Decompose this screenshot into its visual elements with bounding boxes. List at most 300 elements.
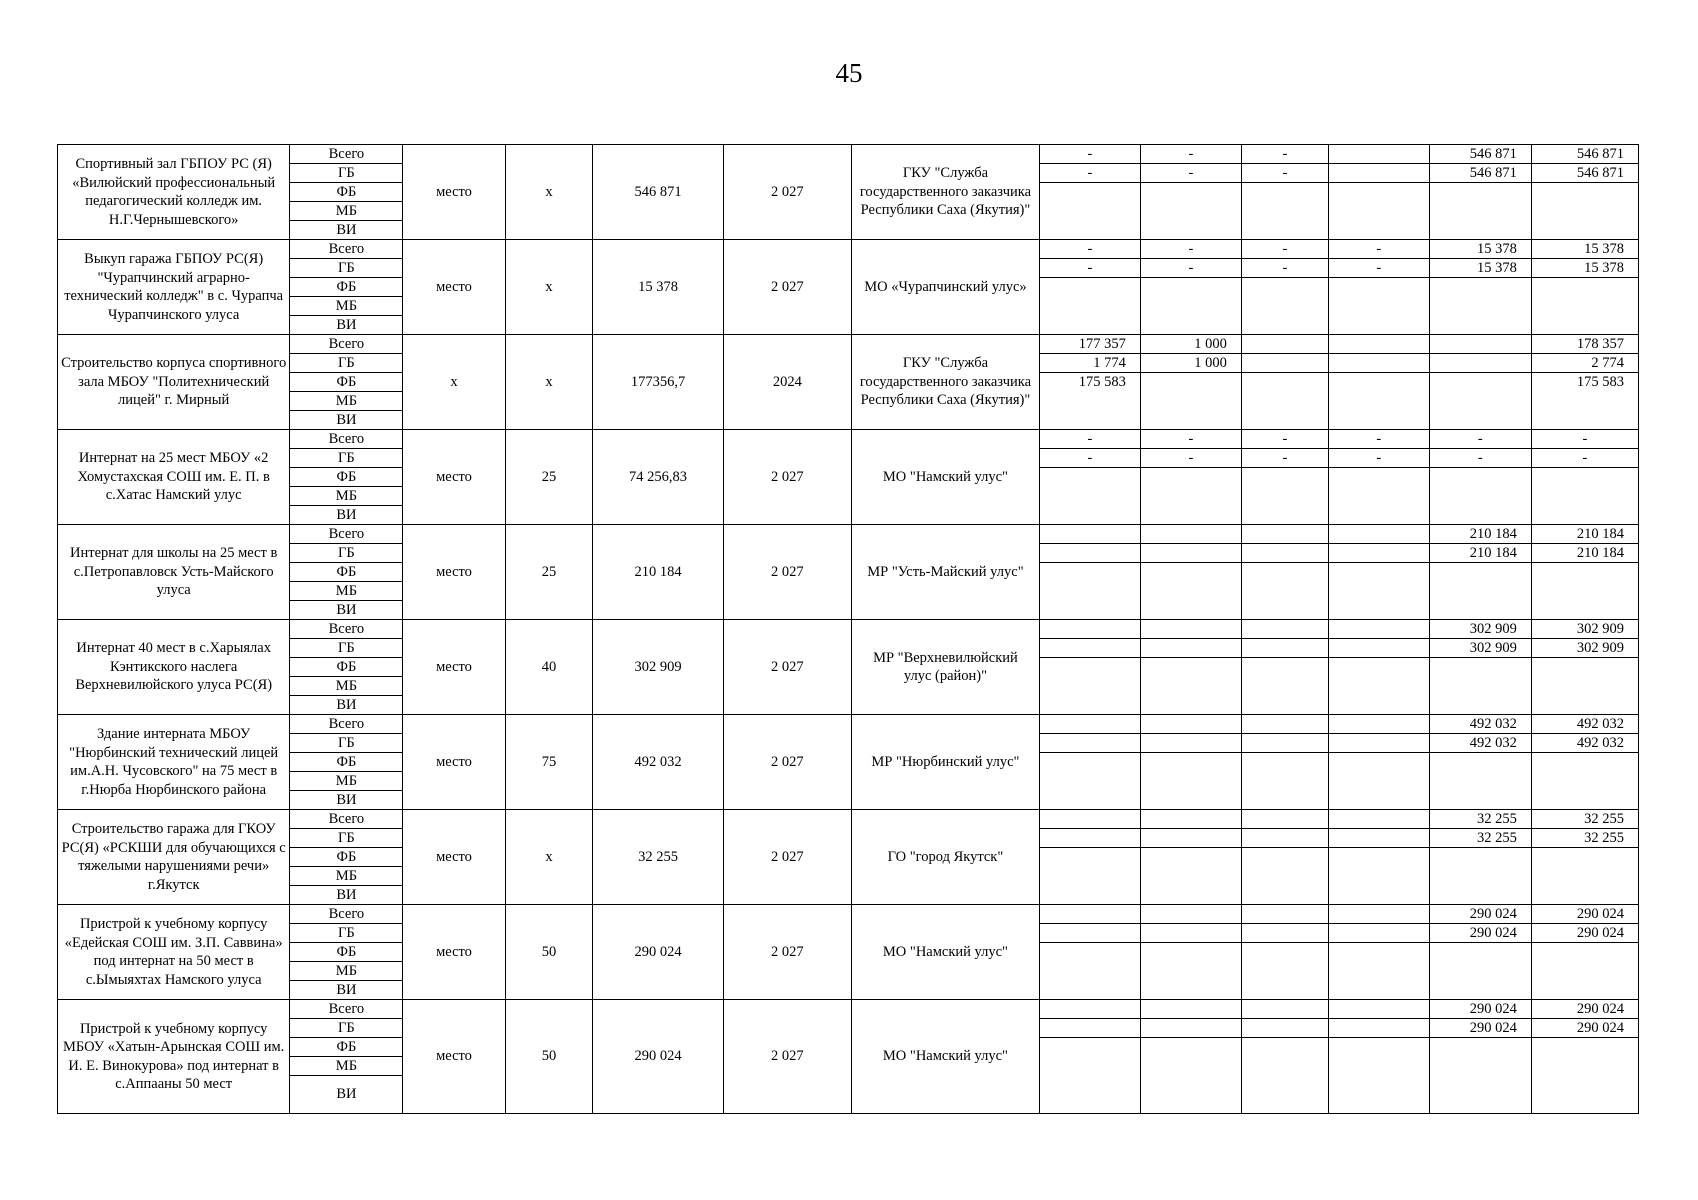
customer-cell: МО "Намский улус" <box>852 1000 1040 1114</box>
value-cell-2023 <box>1140 981 1241 1000</box>
customer-cell: МР "Верхневилюйский улус (район)" <box>852 620 1040 715</box>
year-cell: 2 027 <box>723 240 851 335</box>
value-cell-2024 <box>1241 1057 1328 1076</box>
value-cell-2024 <box>1241 943 1328 962</box>
value-cell-2026: 492 032 <box>1429 715 1531 734</box>
value-cell-2024 <box>1241 1019 1328 1038</box>
value-cell-2023 <box>1140 715 1241 734</box>
value-cell-total: 302 909 <box>1531 639 1638 658</box>
value-cell-2026 <box>1429 354 1531 373</box>
value-cell-2022: 177 357 <box>1039 335 1140 354</box>
value-cell-2025 <box>1328 487 1429 506</box>
value-cell-2025 <box>1328 905 1429 924</box>
value-cell-total <box>1531 506 1638 525</box>
value-cell-2023 <box>1140 563 1241 582</box>
value-cell-2022 <box>1039 297 1140 316</box>
value-cell-total: 178 357 <box>1531 335 1638 354</box>
unit-cell: место <box>403 525 505 620</box>
object-name: Здание интерната МБОУ "Нюрбинский технический лицей им.А.Н. Чусовского" на 75 мест в г.Нюрба Нюрбинского района <box>58 715 290 810</box>
funding-source-label: МБ <box>290 677 403 696</box>
value-cell-2023 <box>1140 753 1241 772</box>
value-cell-2022 <box>1039 981 1140 1000</box>
value-cell-total <box>1531 753 1638 772</box>
value-cell-2026: - <box>1429 449 1531 468</box>
unit-cell: место <box>403 810 505 905</box>
unit-cell: место <box>403 430 505 525</box>
value-cell-2025 <box>1328 753 1429 772</box>
value-cell-2023 <box>1140 278 1241 297</box>
value-cell-2024 <box>1241 886 1328 905</box>
value-cell-2022 <box>1039 544 1140 563</box>
value-cell-2022 <box>1039 1076 1140 1114</box>
value-cell-2026 <box>1429 962 1531 981</box>
value-cell-2025: - <box>1328 430 1429 449</box>
value-cell-2024 <box>1241 316 1328 335</box>
object-name: Строительство гаража для ГКОУ РС(Я) «РСКШИ для обучающихся с тяжелыми нарушениями речи» г.Якутск <box>58 810 290 905</box>
value-cell-2022 <box>1039 886 1140 905</box>
value-cell-total: - <box>1531 449 1638 468</box>
funding-source-label: ГБ <box>290 1019 403 1038</box>
value-cell-2022 <box>1039 658 1140 677</box>
funding-source-label: ФБ <box>290 183 403 202</box>
funding-source-label: ФБ <box>290 1038 403 1057</box>
value-cell-2023 <box>1140 316 1241 335</box>
funding-source-label: ГБ <box>290 639 403 658</box>
value-cell-2023: - <box>1140 430 1241 449</box>
funding-source-label: ВИ <box>290 791 403 810</box>
value-cell-2023 <box>1140 658 1241 677</box>
value-cell-2022 <box>1039 316 1140 335</box>
value-cell-2025 <box>1328 202 1429 221</box>
value-cell-2023 <box>1140 373 1241 392</box>
value-cell-2022: - <box>1039 240 1140 259</box>
value-cell-2024: - <box>1241 164 1328 183</box>
funding-source-label: Всего <box>290 715 403 734</box>
value-cell-2025 <box>1328 886 1429 905</box>
object-name: Пристрой к учебному корпусу МБОУ «Хатын-Арынская СОШ им. И. Е. Винокурова» под интернат в с.Аппааны 50 мест <box>58 1000 290 1114</box>
funding-source-label: Всего <box>290 620 403 639</box>
value-cell-2022 <box>1039 221 1140 240</box>
value-cell-2022 <box>1039 183 1140 202</box>
value-cell-2026 <box>1429 1038 1531 1057</box>
year-cell: 2 027 <box>723 145 851 240</box>
value-cell-total <box>1531 278 1638 297</box>
customer-cell: ГКУ "Служба государственного заказчика Республики Саха (Якутия)" <box>852 145 1040 240</box>
value-cell-2026 <box>1429 601 1531 620</box>
value-cell-total <box>1531 411 1638 430</box>
funding-source-label: ВИ <box>290 696 403 715</box>
value-cell-2023 <box>1140 1000 1241 1019</box>
funding-source-label: ВИ <box>290 506 403 525</box>
value-cell-2025 <box>1328 145 1429 164</box>
value-cell-2026: 290 024 <box>1429 1019 1531 1038</box>
value-cell-2024 <box>1241 411 1328 430</box>
value-cell-2026: 210 184 <box>1429 544 1531 563</box>
value-cell-2022 <box>1039 278 1140 297</box>
year-cell: 2 027 <box>723 810 851 905</box>
table-row <box>58 240 1639 259</box>
value-cell-2024 <box>1241 297 1328 316</box>
funding-source-label: Всего <box>290 145 403 164</box>
value-cell-2022 <box>1039 848 1140 867</box>
funding-source-label: ГБ <box>290 829 403 848</box>
year-cell: 2024 <box>723 335 851 430</box>
value-cell-total <box>1531 316 1638 335</box>
value-cell-2024 <box>1241 981 1328 1000</box>
value-cell-2022 <box>1039 924 1140 943</box>
value-cell-2025 <box>1328 715 1429 734</box>
value-cell-2024 <box>1241 734 1328 753</box>
value-cell-total <box>1531 183 1638 202</box>
funding-source-label: ВИ <box>290 981 403 1000</box>
value-cell-2024 <box>1241 715 1328 734</box>
value-cell-2025 <box>1328 354 1429 373</box>
table-row <box>58 430 1639 449</box>
value-cell-total <box>1531 772 1638 791</box>
capacity-cell: х <box>505 335 593 430</box>
value-cell-2022 <box>1039 753 1140 772</box>
value-cell-2023 <box>1140 924 1241 943</box>
value-cell-total: 302 909 <box>1531 620 1638 639</box>
cost-cell: 177356,7 <box>593 335 723 430</box>
value-cell-2024 <box>1241 696 1328 715</box>
value-cell-2026: - <box>1429 430 1531 449</box>
value-cell-2022 <box>1039 1038 1140 1057</box>
value-cell-2025 <box>1328 582 1429 601</box>
value-cell-2026: 290 024 <box>1429 1000 1531 1019</box>
value-cell-total <box>1531 1038 1638 1057</box>
value-cell-2026 <box>1429 335 1531 354</box>
value-cell-2022 <box>1039 392 1140 411</box>
value-cell-2026 <box>1429 582 1531 601</box>
value-cell-2024: - <box>1241 145 1328 164</box>
year-cell: 2 027 <box>723 715 851 810</box>
funding-source-label: МБ <box>290 582 403 601</box>
value-cell-total: 290 024 <box>1531 905 1638 924</box>
value-cell-2025 <box>1328 392 1429 411</box>
value-cell-2022 <box>1039 525 1140 544</box>
funding-source-label: МБ <box>290 867 403 886</box>
value-cell-total <box>1531 962 1638 981</box>
value-cell-2023 <box>1140 183 1241 202</box>
value-cell-2022 <box>1039 867 1140 886</box>
value-cell-2026 <box>1429 886 1531 905</box>
page-number: 45 <box>835 58 863 88</box>
value-cell-2026 <box>1429 411 1531 430</box>
investment-objects-table <box>57 144 1639 1114</box>
value-cell-2024 <box>1241 221 1328 240</box>
value-cell-2022 <box>1039 905 1140 924</box>
value-cell-2023 <box>1140 943 1241 962</box>
funding-source-label: ФБ <box>290 278 403 297</box>
value-cell-2025 <box>1328 772 1429 791</box>
value-cell-2023 <box>1140 791 1241 810</box>
value-cell-2025 <box>1328 848 1429 867</box>
value-cell-2024 <box>1241 544 1328 563</box>
value-cell-2026 <box>1429 373 1531 392</box>
funding-source-label: МБ <box>290 487 403 506</box>
value-cell-2026 <box>1429 753 1531 772</box>
funding-source-label: ГБ <box>290 734 403 753</box>
value-cell-2023 <box>1140 297 1241 316</box>
value-cell-2023 <box>1140 734 1241 753</box>
value-cell-2026: 546 871 <box>1429 145 1531 164</box>
value-cell-2024 <box>1241 487 1328 506</box>
value-cell-total: 32 255 <box>1531 810 1638 829</box>
funding-source-label: ВИ <box>290 316 403 335</box>
value-cell-2023 <box>1140 848 1241 867</box>
value-cell-2022 <box>1039 791 1140 810</box>
value-cell-2023 <box>1140 601 1241 620</box>
value-cell-total <box>1531 1076 1638 1114</box>
unit-cell: место <box>403 905 505 1000</box>
value-cell-2023: - <box>1140 145 1241 164</box>
value-cell-2026 <box>1429 772 1531 791</box>
value-cell-2024 <box>1241 1038 1328 1057</box>
funding-source-label: Всего <box>290 905 403 924</box>
unit-cell: место <box>403 620 505 715</box>
value-cell-2026: 290 024 <box>1429 924 1531 943</box>
value-cell-2024: - <box>1241 430 1328 449</box>
year-cell: 2 027 <box>723 430 851 525</box>
value-cell-2023 <box>1140 1076 1241 1114</box>
funding-source-label: ФБ <box>290 373 403 392</box>
value-cell-2022 <box>1039 639 1140 658</box>
value-cell-2025 <box>1328 810 1429 829</box>
table-body <box>58 145 1639 1114</box>
value-cell-total: 175 583 <box>1531 373 1638 392</box>
value-cell-total: 210 184 <box>1531 525 1638 544</box>
cost-cell: 492 032 <box>593 715 723 810</box>
value-cell-total <box>1531 202 1638 221</box>
table-row <box>58 145 1639 164</box>
value-cell-2025 <box>1328 544 1429 563</box>
value-cell-2022: 175 583 <box>1039 373 1140 392</box>
value-cell-2025 <box>1328 525 1429 544</box>
customer-cell: МО "Намский улус" <box>852 430 1040 525</box>
value-cell-total <box>1531 658 1638 677</box>
value-cell-2023 <box>1140 1019 1241 1038</box>
value-cell-2025 <box>1328 601 1429 620</box>
value-cell-2023 <box>1140 772 1241 791</box>
table-row <box>58 335 1639 354</box>
value-cell-2024 <box>1241 962 1328 981</box>
value-cell-2025 <box>1328 943 1429 962</box>
value-cell-2026: 15 378 <box>1429 259 1531 278</box>
object-name: Спортивный зал ГБПОУ РС (Я) «Вилюйский профессиональный педагогический колледж им. Н.Г.Чернышевского» <box>58 145 290 240</box>
funding-source-label: МБ <box>290 772 403 791</box>
capacity-cell: х <box>505 240 593 335</box>
funding-source-label: Всего <box>290 525 403 544</box>
year-cell: 2 027 <box>723 620 851 715</box>
value-cell-2026 <box>1429 1057 1531 1076</box>
funding-source-label: ВИ <box>290 1076 403 1114</box>
customer-cell: МО «Чурапчинский улус» <box>852 240 1040 335</box>
value-cell-2025 <box>1328 1076 1429 1114</box>
value-cell-2024 <box>1241 392 1328 411</box>
value-cell-2023 <box>1140 810 1241 829</box>
value-cell-2022 <box>1039 620 1140 639</box>
capacity-cell: 25 <box>505 525 593 620</box>
table-row <box>58 905 1639 924</box>
object-name: Интернат на 25 мест МБОУ «2 Хомустахская СОШ им. Е. П. в с.Хатас Намский улус <box>58 430 290 525</box>
value-cell-2022: 1 774 <box>1039 354 1140 373</box>
funding-source-label: Всего <box>290 430 403 449</box>
object-name: Пристрой к учебному корпусу «Едейская СОШ им. З.П. Саввина» под интернат на 50 мест в с.Ымыяхтах Намского улуса <box>58 905 290 1000</box>
funding-source-label: ГБ <box>290 449 403 468</box>
value-cell-total: 2 774 <box>1531 354 1638 373</box>
funding-source-label: ФБ <box>290 468 403 487</box>
value-cell-2025: - <box>1328 259 1429 278</box>
value-cell-2026 <box>1429 487 1531 506</box>
funding-source-label: Всего <box>290 1000 403 1019</box>
value-cell-2022 <box>1039 601 1140 620</box>
value-cell-2023 <box>1140 392 1241 411</box>
value-cell-total: 546 871 <box>1531 145 1638 164</box>
value-cell-2024 <box>1241 753 1328 772</box>
funding-source-label: ФБ <box>290 943 403 962</box>
value-cell-2025 <box>1328 867 1429 886</box>
value-cell-2023: - <box>1140 449 1241 468</box>
value-cell-2024 <box>1241 658 1328 677</box>
value-cell-2026 <box>1429 183 1531 202</box>
unit-cell: место <box>403 1000 505 1114</box>
value-cell-total <box>1531 981 1638 1000</box>
value-cell-2025 <box>1328 924 1429 943</box>
table-row <box>58 525 1639 544</box>
value-cell-2024: - <box>1241 449 1328 468</box>
value-cell-total: 492 032 <box>1531 734 1638 753</box>
year-cell: 2 027 <box>723 1000 851 1114</box>
value-cell-2022 <box>1039 772 1140 791</box>
value-cell-2023 <box>1140 962 1241 981</box>
value-cell-total: 15 378 <box>1531 240 1638 259</box>
funding-source-label: Всего <box>290 240 403 259</box>
cost-cell: 546 871 <box>593 145 723 240</box>
customer-cell: МР "Усть-Майский улус" <box>852 525 1040 620</box>
value-cell-total: 290 024 <box>1531 1000 1638 1019</box>
value-cell-2026: 32 255 <box>1429 829 1531 848</box>
value-cell-2025 <box>1328 297 1429 316</box>
value-cell-2024 <box>1241 468 1328 487</box>
value-cell-2023 <box>1140 829 1241 848</box>
value-cell-2025 <box>1328 164 1429 183</box>
value-cell-2022 <box>1039 734 1140 753</box>
unit-cell: место <box>403 715 505 810</box>
value-cell-2024 <box>1241 582 1328 601</box>
value-cell-2025 <box>1328 468 1429 487</box>
value-cell-total <box>1531 297 1638 316</box>
value-cell-total <box>1531 392 1638 411</box>
value-cell-2023 <box>1140 1038 1241 1057</box>
value-cell-2022 <box>1039 1057 1140 1076</box>
value-cell-2026: 302 909 <box>1429 620 1531 639</box>
value-cell-2023 <box>1140 487 1241 506</box>
value-cell-2026 <box>1429 278 1531 297</box>
value-cell-total <box>1531 696 1638 715</box>
value-cell-2023 <box>1140 525 1241 544</box>
value-cell-2024 <box>1241 905 1328 924</box>
value-cell-2024 <box>1241 354 1328 373</box>
cost-cell: 32 255 <box>593 810 723 905</box>
value-cell-2026 <box>1429 202 1531 221</box>
value-cell-2025 <box>1328 411 1429 430</box>
cost-cell: 15 378 <box>593 240 723 335</box>
value-cell-2024 <box>1241 335 1328 354</box>
value-cell-total: 290 024 <box>1531 1019 1638 1038</box>
value-cell-2022 <box>1039 1000 1140 1019</box>
value-cell-2024 <box>1241 677 1328 696</box>
value-cell-2024 <box>1241 791 1328 810</box>
value-cell-2025 <box>1328 335 1429 354</box>
value-cell-2025 <box>1328 316 1429 335</box>
value-cell-total <box>1531 791 1638 810</box>
value-cell-2026 <box>1429 791 1531 810</box>
cost-cell: 290 024 <box>593 905 723 1000</box>
funding-source-label: ФБ <box>290 848 403 867</box>
value-cell-2025 <box>1328 506 1429 525</box>
value-cell-total: 290 024 <box>1531 924 1638 943</box>
value-cell-2022 <box>1039 1019 1140 1038</box>
value-cell-2026 <box>1429 848 1531 867</box>
table-row <box>58 715 1639 734</box>
value-cell-2026 <box>1429 943 1531 962</box>
value-cell-2022 <box>1039 468 1140 487</box>
capacity-cell: 40 <box>505 620 593 715</box>
value-cell-2025 <box>1328 677 1429 696</box>
cost-cell: 210 184 <box>593 525 723 620</box>
value-cell-2026 <box>1429 392 1531 411</box>
value-cell-2024 <box>1241 183 1328 202</box>
value-cell-2022 <box>1039 582 1140 601</box>
value-cell-2024 <box>1241 601 1328 620</box>
value-cell-2025 <box>1328 829 1429 848</box>
value-cell-2023: 1 000 <box>1140 335 1241 354</box>
value-cell-2024 <box>1241 810 1328 829</box>
value-cell-2022 <box>1039 715 1140 734</box>
value-cell-2025 <box>1328 620 1429 639</box>
value-cell-2025 <box>1328 981 1429 1000</box>
value-cell-2026 <box>1429 316 1531 335</box>
funding-source-label: Всего <box>290 810 403 829</box>
value-cell-total <box>1531 487 1638 506</box>
value-cell-total: 210 184 <box>1531 544 1638 563</box>
value-cell-2023 <box>1140 506 1241 525</box>
value-cell-2026 <box>1429 677 1531 696</box>
object-name: Выкуп гаража ГБПОУ РС(Я) "Чурапчинский аграрно-технический колледж" в с. Чурапча Чурапчинского улуса <box>58 240 290 335</box>
funding-source-label: ВИ <box>290 886 403 905</box>
table-row <box>58 1000 1639 1019</box>
value-cell-2022 <box>1039 506 1140 525</box>
funding-source-label: МБ <box>290 202 403 221</box>
value-cell-2023: - <box>1140 164 1241 183</box>
value-cell-2022 <box>1039 487 1140 506</box>
value-cell-2023 <box>1140 905 1241 924</box>
value-cell-2026: 302 909 <box>1429 639 1531 658</box>
value-cell-total <box>1531 677 1638 696</box>
value-cell-2022 <box>1039 202 1140 221</box>
value-cell-2022 <box>1039 677 1140 696</box>
funding-source-label: ВИ <box>290 221 403 240</box>
value-cell-2022: - <box>1039 164 1140 183</box>
object-name: Строительство корпуса спортивного зала МБОУ "Политехнический лицей" г. Мирный <box>58 335 290 430</box>
value-cell-2022: - <box>1039 259 1140 278</box>
cost-cell: 290 024 <box>593 1000 723 1114</box>
table-row <box>58 810 1639 829</box>
value-cell-2022 <box>1039 696 1140 715</box>
value-cell-2024: - <box>1241 240 1328 259</box>
value-cell-2026 <box>1429 506 1531 525</box>
